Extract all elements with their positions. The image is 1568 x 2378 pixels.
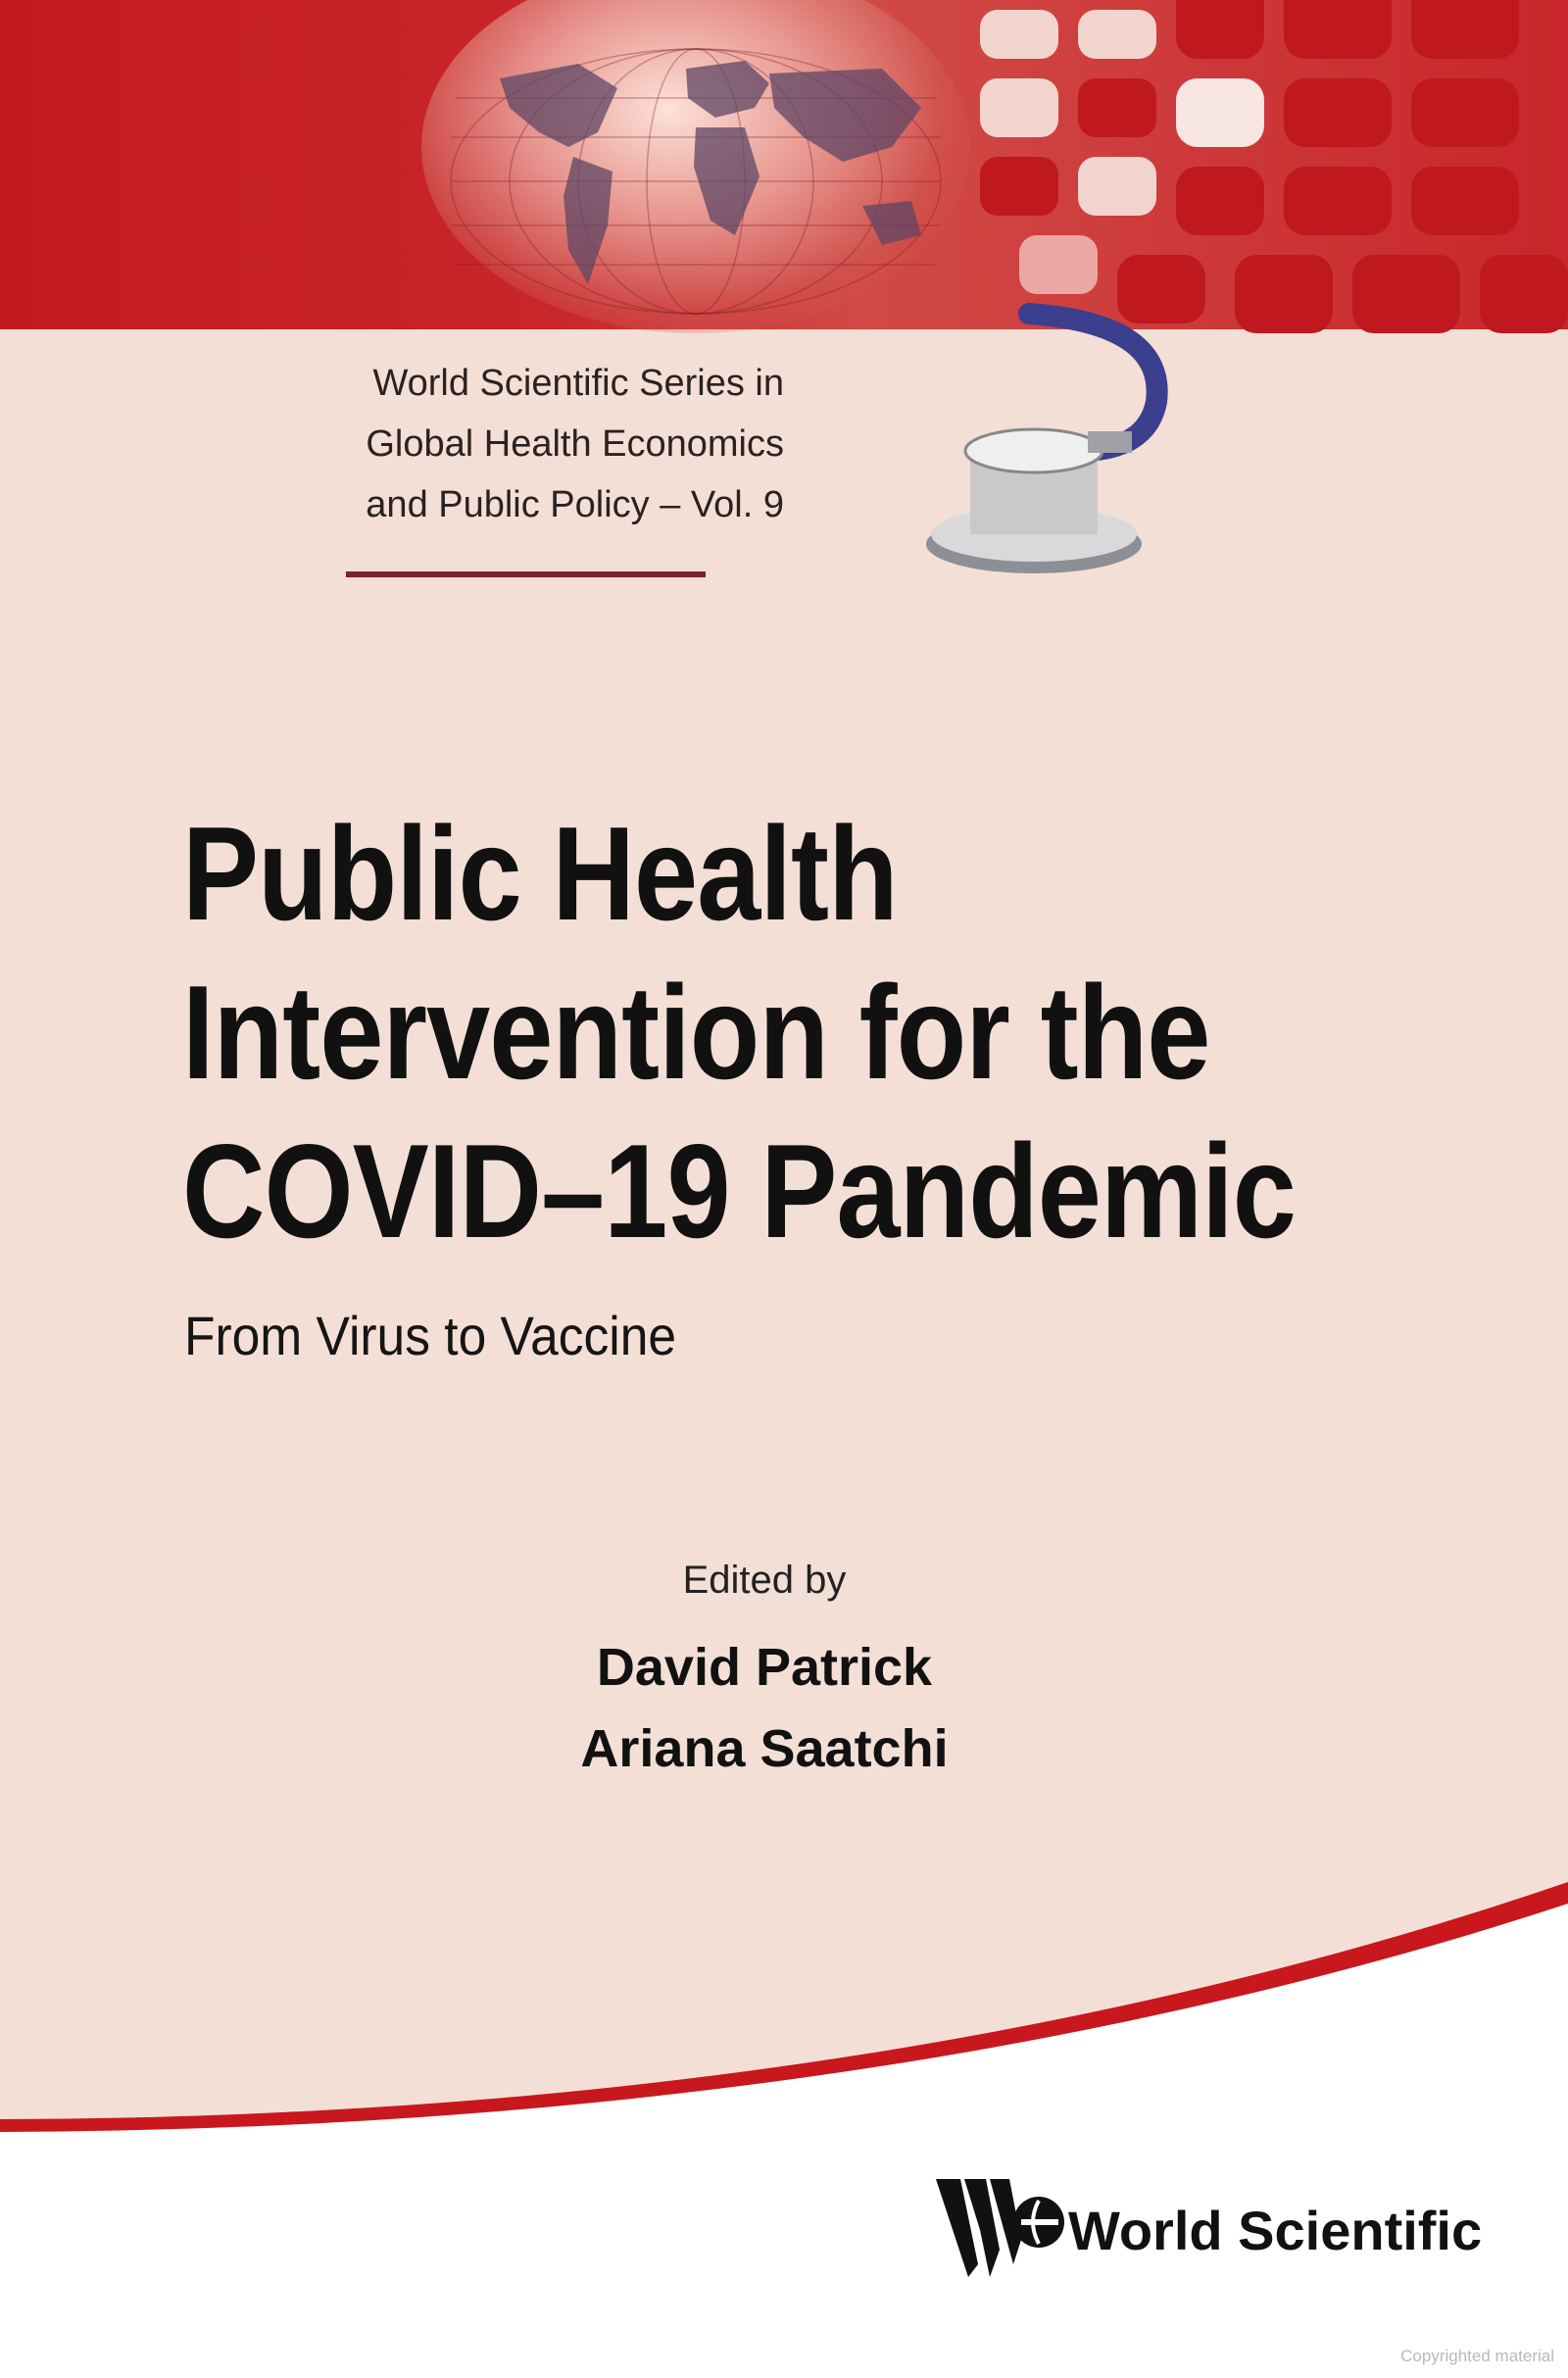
book-title	[182, 794, 1296, 1270]
series-line-2: Global Health Economics	[366, 423, 784, 465]
bottom-swoosh	[0, 1862, 1568, 2378]
series-title	[274, 353, 784, 535]
title-line-3: COVID–19 Pandemic	[182, 1116, 1296, 1265]
series-divider	[346, 571, 706, 577]
copyright-watermark: Copyrighted material	[1400, 2347, 1554, 2365]
world-scientific-logo-icon	[931, 2171, 1068, 2284]
title-line-2: Intervention for the	[182, 958, 1210, 1107]
publisher-name: World Scientific	[1068, 2200, 1483, 2261]
editor-name: Ariana Saatchi	[580, 1719, 949, 1778]
editor-name: David Patrick	[596, 1638, 933, 1697]
title-line-1: Public Health	[182, 799, 898, 948]
series-line-3: and Public Policy – Vol. 9	[366, 484, 784, 525]
world-map-image	[431, 39, 960, 323]
edited-by-label: Edited by	[682, 1559, 847, 1602]
series-line-1: World Scientific Series in	[372, 363, 784, 404]
stethoscope-image	[911, 284, 1235, 598]
book-subtitle: From Virus to Vaccine	[184, 1305, 677, 1366]
